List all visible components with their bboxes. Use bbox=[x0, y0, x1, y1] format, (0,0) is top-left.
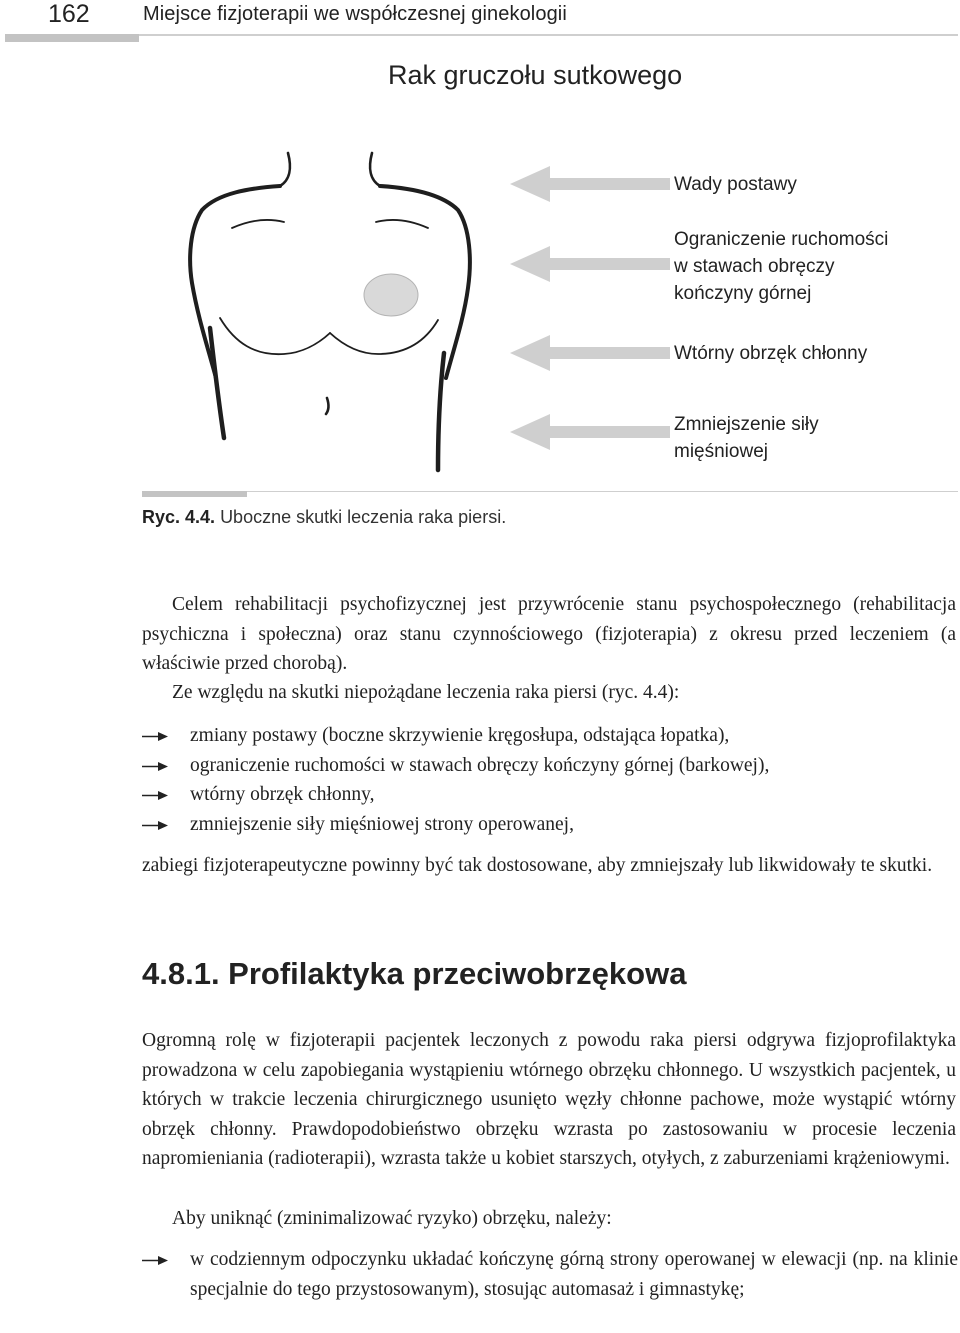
list-item: zmniejszenie siły mięśniowej strony operowanej, bbox=[142, 810, 958, 840]
figure-label-mobility: Ograniczenie ruchomości w stawach obręczy kończyny górnej bbox=[674, 229, 889, 304]
arrow-right-icon bbox=[142, 732, 168, 741]
arrow-left-icon bbox=[510, 412, 670, 452]
torso-illustration bbox=[180, 148, 480, 478]
arrow-right-icon bbox=[142, 762, 168, 771]
side-effects-list bbox=[142, 721, 958, 839]
list-item: ograniczenie ruchomości w stawach obręczy kończyny górnej (barkowej), bbox=[142, 751, 958, 781]
header-rule-accent bbox=[5, 34, 139, 42]
figure-caption-text: Uboczne skutki leczenia raka piersi. bbox=[220, 507, 507, 527]
header-rule bbox=[5, 34, 958, 36]
list-item: wtórny obrzęk chłonny, bbox=[142, 780, 958, 810]
list-item: w codziennym odpoczynku układać kończynę górną strony operowanej w elewacji (np. na klinie specjalnie do tego przystosowanym), stosując automasaż i gimnastykę; bbox=[142, 1245, 958, 1304]
figure-label-strength: Zmniejszenie siły mięśniowej bbox=[674, 414, 819, 462]
figure-label-lymphedema: Wtórny obrzęk chłonny bbox=[674, 343, 868, 364]
figure-rule-accent bbox=[142, 491, 247, 497]
arrow-right-icon bbox=[142, 821, 168, 830]
running-title: Miejsce fizjoterapii we współczesnej ginekologii bbox=[143, 3, 567, 25]
paragraph-prophylaxis: Ogromną rolę w fizjoterapii pacjentek leczonych z powodu raka piersi odgrywa fizjoprofilaktyka prowadzona w celu zapobiegania wystąpieniu wtórnego obrzęku chłonnego. U wszystkich pacjentek, u których w trakcie leczenia chirurgicznego usunięto węzły chłonne pachowe, może wystąpić wtórny obrzęk chłonny. Prawdopodobieństwo obrzęku wzrasta po zastosowaniu w procesie leczenia napromieniania (radioterapii), wzrasta także u kobiet starszych, otyłych, z zaburzeniami krążeniowymi. bbox=[142, 1030, 956, 1169]
paragraph-physio-adjustment: zabiegi fizjoterapeutyczne powinny być tak dostosowane, aby zmniejszały lub likwidowały te skutki. bbox=[142, 855, 933, 876]
figure-rule bbox=[142, 491, 958, 492]
figure-caption-number: Ryc. 4.4. bbox=[142, 507, 216, 527]
figure-title: Rak gruczołu sutkowego bbox=[388, 60, 683, 90]
paragraph-prevention-intro: Aby uniknąć (zminimalizować ryzyko) obrzęku, należy: bbox=[172, 1208, 612, 1229]
list-item: zmiany postawy (boczne skrzywienie kręgosłupa, odstająca łopatka), bbox=[142, 721, 958, 751]
paragraph-side-effects-intro: Ze względu na skutki niepożądane leczenia raka piersi (ryc. 4.4): bbox=[172, 682, 680, 703]
arrow-left-icon bbox=[510, 164, 670, 204]
arrow-left-icon bbox=[510, 333, 670, 373]
figure-label-posture: Wady postawy bbox=[674, 174, 797, 195]
arrow-left-icon bbox=[510, 244, 670, 284]
page-number: 162 bbox=[48, 0, 90, 28]
figure-caption bbox=[142, 507, 506, 528]
arrow-right-icon bbox=[142, 1256, 168, 1265]
arrow-right-icon bbox=[142, 791, 168, 800]
paragraph-rehabilitation-goal: Celem rehabilitacji psychofizycznej jest przywrócenie stanu psychospołecznego (rehabilitacja psychiczna i społeczna) oraz stanu czynnościowego (fizjoterapia) z okresu przed leczeniem (a właściwie przed chorobą). bbox=[142, 594, 956, 674]
prevention-list bbox=[142, 1245, 958, 1304]
section-heading: 4.8.1. Profilaktyka przeciwobrzękowa bbox=[142, 956, 687, 991]
